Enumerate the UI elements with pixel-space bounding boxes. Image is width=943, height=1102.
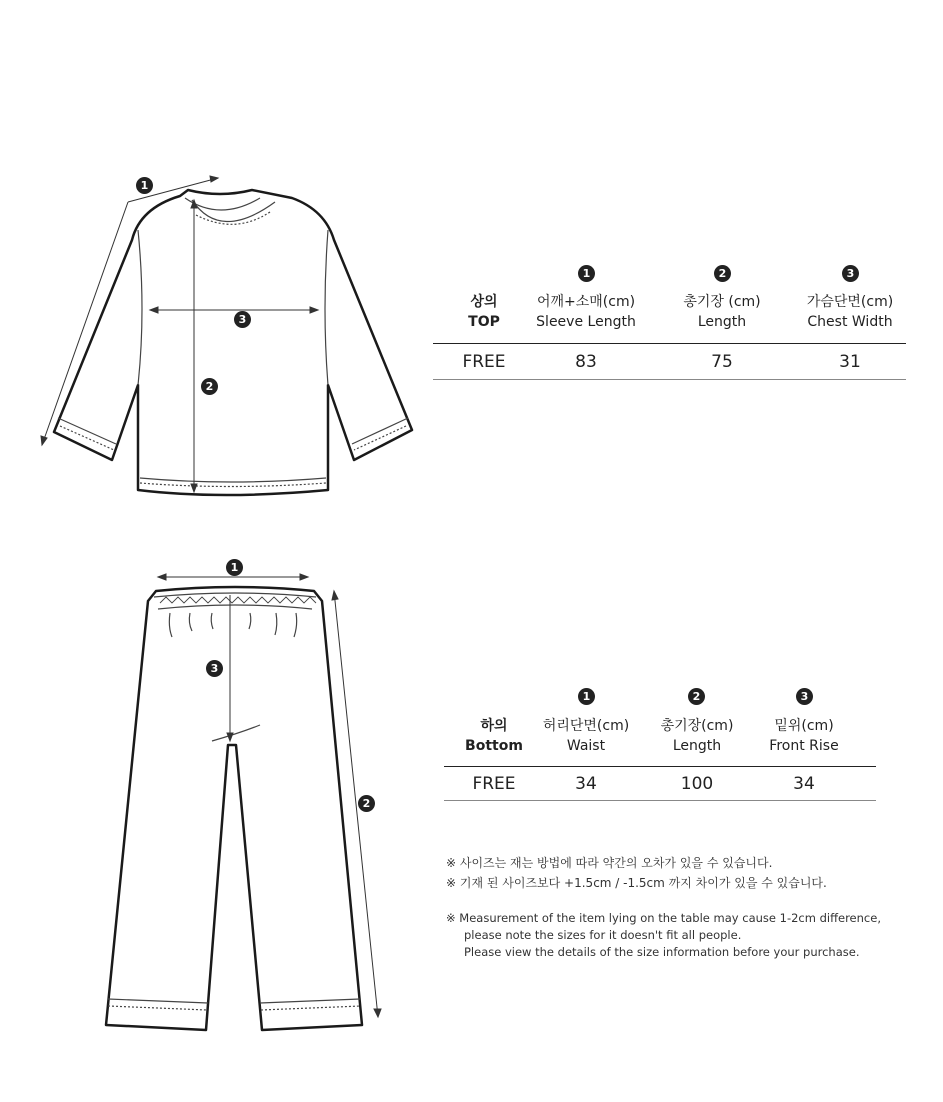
- size-notes: [446, 855, 916, 892]
- top-col-chest: [786, 292, 914, 332]
- bottom-category-header: [454, 716, 534, 756]
- top-col-marker-1: 1: [578, 265, 595, 282]
- shirt-marker-3: 3: [234, 311, 251, 328]
- top-row-sleeve: 83: [575, 352, 597, 372]
- top-row-size: FREE: [462, 352, 506, 372]
- bottom-col-rise-en: Front Rise: [769, 738, 839, 754]
- shirt-marker-2: 2: [201, 378, 218, 395]
- note-en-2: please note the sizes for it doesn't fit all people.: [464, 928, 742, 942]
- top-col-sleeve-en: Sleeve Length: [536, 314, 636, 330]
- shirt-marker-1: 1: [136, 177, 153, 194]
- pants-marker-3: 3: [206, 660, 223, 677]
- top-category-ko: 상의: [470, 294, 498, 310]
- top-col-sleeve: [516, 292, 656, 332]
- top-col-marker-2: 2: [714, 265, 731, 282]
- bottom-row-length: 100: [680, 774, 714, 794]
- bottom-category-ko: 하의: [480, 718, 508, 734]
- top-table-divider: [433, 343, 906, 344]
- bottom-row-size: FREE: [472, 774, 516, 794]
- shirt-illustration: [20, 170, 430, 510]
- note-ko-2: ※ 기재 된 사이즈보다 +1.5cm / -1.5cm 까지 차이가 있을 수 있습니다.: [446, 876, 827, 890]
- note-en-3: Please view the details of the size information before your purchase.: [464, 945, 860, 959]
- bottom-col-length-ko: 총기장(cm): [660, 718, 734, 734]
- bottom-col-length: [642, 716, 752, 756]
- bottom-col-waist-ko: 허리단면(cm): [542, 718, 630, 734]
- bottom-col-marker-1: 1: [578, 688, 595, 705]
- pants-marker-2: 2: [358, 795, 375, 812]
- top-col-sleeve-ko: 어깨+소매(cm): [536, 294, 636, 310]
- bottom-table-divider: [444, 766, 876, 767]
- top-category-en: TOP: [468, 314, 500, 330]
- bottom-category-en: Bottom: [465, 738, 523, 754]
- size-notes-en: [446, 910, 916, 961]
- bottom-col-rise-ko: 밑위(cm): [774, 718, 834, 734]
- bottom-col-marker-3: 3: [796, 688, 813, 705]
- bottom-row-rise: 34: [793, 774, 815, 794]
- top-col-chest-en: Chest Width: [807, 314, 893, 330]
- bottom-row-waist: 34: [575, 774, 597, 794]
- bottom-col-length-en: Length: [672, 738, 722, 754]
- note-ko-1: ※ 사이즈는 재는 방법에 따라 약간의 오차가 있을 수 있습니다.: [446, 856, 773, 870]
- top-row-chest: 31: [839, 352, 861, 372]
- bottom-col-waist: [526, 716, 646, 756]
- top-row-length: 75: [711, 352, 733, 372]
- pants-marker-1: 1: [226, 559, 243, 576]
- top-col-length: [662, 292, 782, 332]
- bottom-col-marker-2: 2: [688, 688, 705, 705]
- top-col-chest-ko: 가슴단면(cm): [806, 294, 894, 310]
- bottom-col-waist-en: Waist: [566, 738, 606, 754]
- bottom-col-rise: [752, 716, 856, 756]
- top-category-header: [444, 292, 524, 332]
- top-col-length-en: Length: [697, 314, 747, 330]
- top-col-marker-3: 3: [842, 265, 859, 282]
- bottom-table-bottom-rule: [444, 800, 876, 801]
- top-table-bottom-rule: [433, 379, 906, 380]
- note-en-1: ※ Measurement of the item lying on the table may cause 1-2cm difference,: [446, 911, 881, 925]
- pants-illustration: [100, 555, 390, 1035]
- top-col-length-ko: 총기장 (cm): [683, 294, 761, 310]
